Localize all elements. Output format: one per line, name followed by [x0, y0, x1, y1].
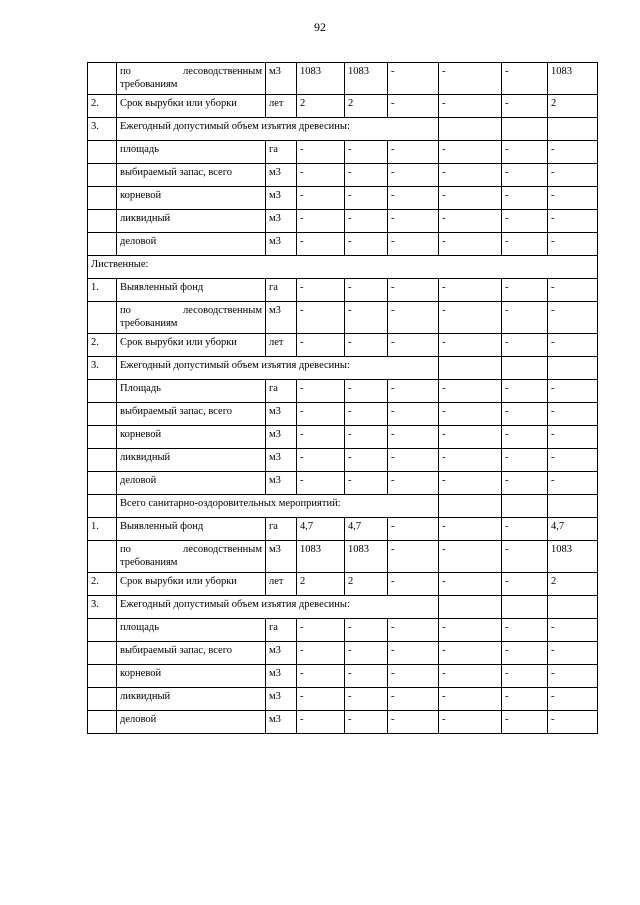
row-label: [117, 63, 266, 95]
row-number: [88, 187, 117, 210]
value-cell: -: [297, 449, 345, 472]
value-cell: -: [345, 334, 388, 357]
subsection-title: Всего санитарно-оздоровительных мероприятий:: [117, 495, 439, 518]
value-cell: -: [439, 380, 502, 403]
value-cell: -: [297, 302, 345, 334]
value-cell: -: [297, 141, 345, 164]
value-cell: -: [439, 95, 502, 118]
row-number: [88, 711, 117, 734]
row-label-line: требованиям: [120, 79, 178, 90]
empty-cell: [439, 357, 502, 380]
value-cell: 2: [297, 573, 345, 596]
value-cell: -: [502, 302, 548, 334]
row-label: деловой: [117, 472, 266, 495]
row-label: выбираемый запас, всего: [117, 642, 266, 665]
value-cell: -: [502, 141, 548, 164]
empty-cell: [439, 118, 502, 141]
row-number: [88, 63, 117, 95]
value-cell: -: [439, 619, 502, 642]
value-cell: -: [439, 711, 502, 734]
table-row: [88, 619, 598, 642]
value-cell: 1083: [345, 541, 388, 573]
value-cell: -: [439, 403, 502, 426]
unit-cell: лет: [266, 573, 297, 596]
value-cell: -: [388, 210, 439, 233]
unit-cell: м3: [266, 642, 297, 665]
value-cell: -: [439, 688, 502, 711]
value-cell: -: [388, 665, 439, 688]
row-number: [88, 541, 117, 573]
value-cell: -: [439, 63, 502, 95]
table-row: [88, 426, 598, 449]
row-number: 3.: [88, 357, 117, 380]
row-number: 2.: [88, 573, 117, 596]
value-cell: -: [502, 665, 548, 688]
table-row: [88, 449, 598, 472]
table-row: [88, 95, 598, 118]
value-cell: -: [439, 187, 502, 210]
value-cell: -: [297, 279, 345, 302]
table-row: [88, 688, 598, 711]
row-label: [117, 541, 266, 573]
value-cell: -: [502, 233, 548, 256]
value-cell: -: [388, 63, 439, 95]
value-cell: -: [388, 449, 439, 472]
row-number: 1.: [88, 279, 117, 302]
empty-cell: [548, 495, 598, 518]
value-cell: -: [502, 210, 548, 233]
value-cell: -: [502, 279, 548, 302]
unit-cell: м3: [266, 233, 297, 256]
row-number: [88, 233, 117, 256]
value-cell: -: [345, 403, 388, 426]
value-cell: -: [388, 541, 439, 573]
value-cell: -: [388, 403, 439, 426]
row-number: 3.: [88, 596, 117, 619]
value-cell: -: [502, 426, 548, 449]
value-cell: -: [548, 164, 598, 187]
row-number: [88, 619, 117, 642]
value-cell: -: [388, 711, 439, 734]
value-cell: -: [345, 210, 388, 233]
table-row: [88, 495, 598, 518]
value-cell: -: [388, 380, 439, 403]
table-row: [88, 256, 598, 279]
value-cell: 1083: [548, 541, 598, 573]
value-cell: -: [297, 688, 345, 711]
unit-cell: м3: [266, 63, 297, 95]
value-cell: -: [297, 334, 345, 357]
value-cell: -: [502, 642, 548, 665]
value-cell: -: [502, 187, 548, 210]
value-cell: -: [502, 541, 548, 573]
value-cell: 4,7: [548, 518, 598, 541]
unit-cell: м3: [266, 449, 297, 472]
value-cell: -: [548, 233, 598, 256]
row-heading: Ежегодный допустимый объем изъятия древесины:: [117, 357, 439, 380]
empty-cell: [548, 118, 598, 141]
value-cell: -: [388, 426, 439, 449]
empty-cell: [548, 357, 598, 380]
row-label-line: требованиям: [120, 557, 178, 568]
row-label: Выявленный фонд: [117, 279, 266, 302]
value-cell: -: [297, 164, 345, 187]
value-cell: -: [297, 233, 345, 256]
value-cell: -: [502, 472, 548, 495]
value-cell: -: [548, 334, 598, 357]
value-cell: -: [548, 380, 598, 403]
row-label: корневой: [117, 187, 266, 210]
unit-cell: м3: [266, 210, 297, 233]
value-cell: -: [439, 210, 502, 233]
row-number: [88, 380, 117, 403]
value-cell: -: [502, 403, 548, 426]
value-cell: -: [439, 642, 502, 665]
unit-cell: га: [266, 141, 297, 164]
table-row: [88, 541, 598, 573]
row-number: 3.: [88, 118, 117, 141]
value-cell: -: [548, 619, 598, 642]
row-label-line: по лесоводственным: [120, 305, 262, 316]
row-number: [88, 403, 117, 426]
section-title: Лиственные:: [88, 256, 598, 279]
row-label: выбираемый запас, всего: [117, 403, 266, 426]
row-label: Площадь: [117, 380, 266, 403]
row-number: [88, 688, 117, 711]
row-number: [88, 141, 117, 164]
unit-cell: га: [266, 279, 297, 302]
value-cell: -: [297, 426, 345, 449]
value-cell: -: [345, 164, 388, 187]
row-label: [117, 302, 266, 334]
value-cell: -: [548, 302, 598, 334]
value-cell: -: [297, 403, 345, 426]
row-label: корневой: [117, 665, 266, 688]
row-number: [88, 642, 117, 665]
value-cell: -: [388, 642, 439, 665]
value-cell: -: [297, 619, 345, 642]
unit-cell: м3: [266, 541, 297, 573]
value-cell: -: [439, 279, 502, 302]
row-label-line: по лесоводственным: [120, 66, 262, 77]
value-cell: -: [502, 449, 548, 472]
value-cell: -: [345, 380, 388, 403]
value-cell: -: [439, 164, 502, 187]
value-cell: -: [388, 233, 439, 256]
row-number: [88, 426, 117, 449]
unit-cell: м3: [266, 472, 297, 495]
value-cell: 1083: [548, 63, 598, 95]
row-label-line: требованиям: [120, 318, 178, 329]
table-row: [88, 573, 598, 596]
value-cell: -: [502, 63, 548, 95]
row-number: 2.: [88, 334, 117, 357]
value-cell: -: [388, 573, 439, 596]
value-cell: -: [388, 518, 439, 541]
value-cell: -: [439, 334, 502, 357]
empty-cell: [548, 596, 598, 619]
value-cell: -: [297, 187, 345, 210]
row-label: деловой: [117, 233, 266, 256]
unit-cell: м3: [266, 403, 297, 426]
empty-cell: [502, 118, 548, 141]
table-row: [88, 642, 598, 665]
row-number: 2.: [88, 95, 117, 118]
value-cell: -: [345, 141, 388, 164]
table-row: [88, 164, 598, 187]
row-label: деловой: [117, 711, 266, 734]
value-cell: -: [345, 187, 388, 210]
value-cell: -: [345, 642, 388, 665]
table-row: [88, 472, 598, 495]
value-cell: -: [345, 302, 388, 334]
value-cell: -: [388, 619, 439, 642]
value-cell: -: [548, 642, 598, 665]
empty-cell: [502, 596, 548, 619]
value-cell: -: [548, 665, 598, 688]
row-label: площадь: [117, 619, 266, 642]
value-cell: -: [388, 334, 439, 357]
value-cell: -: [439, 426, 502, 449]
value-cell: -: [388, 187, 439, 210]
table-row: [88, 711, 598, 734]
value-cell: -: [439, 233, 502, 256]
value-cell: -: [439, 665, 502, 688]
value-cell: -: [439, 449, 502, 472]
table-row: [88, 334, 598, 357]
value-cell: -: [297, 642, 345, 665]
row-number: 1.: [88, 518, 117, 541]
value-cell: -: [548, 403, 598, 426]
unit-cell: м3: [266, 688, 297, 711]
value-cell: -: [548, 141, 598, 164]
value-cell: -: [345, 665, 388, 688]
value-cell: -: [439, 472, 502, 495]
row-number: [88, 665, 117, 688]
unit-cell: м3: [266, 711, 297, 734]
value-cell: -: [345, 449, 388, 472]
row-label: площадь: [117, 141, 266, 164]
value-cell: -: [548, 210, 598, 233]
value-cell: 1083: [297, 63, 345, 95]
value-cell: -: [388, 164, 439, 187]
row-number: [88, 164, 117, 187]
value-cell: -: [548, 472, 598, 495]
value-cell: -: [502, 95, 548, 118]
row-label: Срок вырубки или уборки: [117, 95, 266, 118]
value-cell: -: [548, 688, 598, 711]
value-cell: -: [502, 619, 548, 642]
table-row: [88, 187, 598, 210]
value-cell: -: [345, 233, 388, 256]
unit-cell: га: [266, 518, 297, 541]
value-cell: -: [388, 141, 439, 164]
table-row: [88, 233, 598, 256]
empty-cell: [502, 357, 548, 380]
table-row: [88, 403, 598, 426]
value-cell: -: [345, 279, 388, 302]
row-label: корневой: [117, 426, 266, 449]
value-cell: 1083: [297, 541, 345, 573]
empty-cell: [502, 495, 548, 518]
row-number: [88, 472, 117, 495]
table-row: [88, 357, 598, 380]
value-cell: -: [388, 95, 439, 118]
value-cell: 2: [548, 573, 598, 596]
row-label: Срок вырубки или уборки: [117, 334, 266, 357]
table-row: [88, 141, 598, 164]
row-label: ликвидный: [117, 449, 266, 472]
value-cell: -: [548, 279, 598, 302]
value-cell: 2: [297, 95, 345, 118]
page-number: 92: [314, 20, 326, 34]
unit-cell: лет: [266, 95, 297, 118]
value-cell: -: [297, 665, 345, 688]
value-cell: -: [502, 573, 548, 596]
unit-cell: м3: [266, 426, 297, 449]
value-cell: -: [345, 472, 388, 495]
row-label: выбираемый запас, всего: [117, 164, 266, 187]
table-row: [88, 380, 598, 403]
value-cell: -: [548, 426, 598, 449]
value-cell: -: [439, 518, 502, 541]
table-row: [88, 596, 598, 619]
row-label: Срок вырубки или уборки: [117, 573, 266, 596]
value-cell: -: [388, 279, 439, 302]
value-cell: -: [297, 210, 345, 233]
value-cell: -: [502, 164, 548, 187]
value-cell: -: [439, 302, 502, 334]
value-cell: -: [388, 472, 439, 495]
value-cell: -: [297, 472, 345, 495]
row-label: ликвидный: [117, 210, 266, 233]
table-row: [88, 518, 598, 541]
table-row: [88, 63, 598, 95]
row-number: [88, 210, 117, 233]
unit-cell: м3: [266, 665, 297, 688]
row-heading: Ежегодный допустимый объем изъятия древесины:: [117, 118, 439, 141]
value-cell: 4,7: [345, 518, 388, 541]
value-cell: 4,7: [297, 518, 345, 541]
value-cell: -: [502, 711, 548, 734]
value-cell: -: [297, 711, 345, 734]
table-row: [88, 665, 598, 688]
table-row: [88, 210, 598, 233]
value-cell: -: [345, 688, 388, 711]
value-cell: -: [345, 619, 388, 642]
unit-cell: лет: [266, 334, 297, 357]
table-row: [88, 279, 598, 302]
value-cell: -: [502, 380, 548, 403]
unit-cell: га: [266, 619, 297, 642]
value-cell: 2: [345, 95, 388, 118]
value-cell: 2: [345, 573, 388, 596]
empty-cell: [439, 596, 502, 619]
row-number: [88, 495, 117, 518]
row-label: Выявленный фонд: [117, 518, 266, 541]
value-cell: -: [388, 688, 439, 711]
value-cell: -: [439, 141, 502, 164]
value-cell: -: [548, 187, 598, 210]
unit-cell: м3: [266, 164, 297, 187]
value-cell: -: [345, 426, 388, 449]
value-cell: -: [548, 449, 598, 472]
unit-cell: м3: [266, 187, 297, 210]
value-cell: -: [297, 380, 345, 403]
empty-cell: [439, 495, 502, 518]
unit-cell: м3: [266, 302, 297, 334]
value-cell: -: [439, 541, 502, 573]
value-cell: -: [439, 573, 502, 596]
value-cell: -: [548, 711, 598, 734]
value-cell: -: [502, 518, 548, 541]
row-label: ликвидный: [117, 688, 266, 711]
row-label-line: по лесоводственным: [120, 544, 262, 555]
forest-volume-table: [87, 62, 598, 734]
unit-cell: га: [266, 380, 297, 403]
row-heading: Ежегодный допустимый объем изъятия древесины:: [117, 596, 439, 619]
value-cell: -: [345, 711, 388, 734]
value-cell: -: [388, 302, 439, 334]
table-row: [88, 118, 598, 141]
row-number: [88, 449, 117, 472]
value-cell: 2: [548, 95, 598, 118]
table-row: [88, 302, 598, 334]
value-cell: -: [502, 688, 548, 711]
value-cell: -: [502, 334, 548, 357]
value-cell: 1083: [345, 63, 388, 95]
row-number: [88, 302, 117, 334]
